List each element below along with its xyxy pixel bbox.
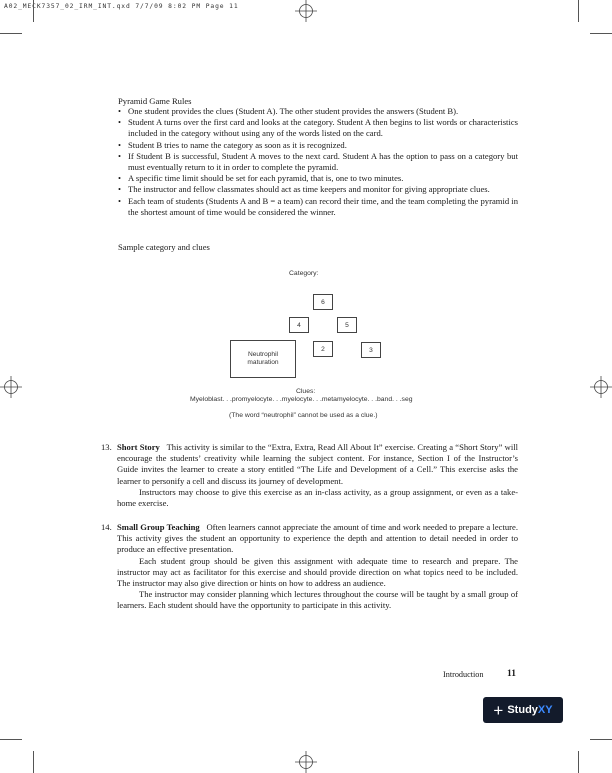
rule-item: • The instructor and fellow classmates should act as time keepers and monitor for giving appropriate clues. — [118, 184, 518, 195]
clues-label: Clues: — [296, 388, 316, 395]
item-body — [117, 522, 518, 612]
item-paragraph: Instructors may choose to give this exercise as an in-class activity, as a group assignment, or even as a take-home exercise. — [117, 486, 518, 509]
crop-mark — [578, 0, 579, 22]
figure-note: (The word “neutrophil” cannot be used as a clue.) — [229, 412, 378, 419]
rule-item: • Student A turns over the first card and looks at the category. Student A then begins to list words or characteristics included in the category without using any of the words listed on the card. — [118, 117, 518, 139]
crop-mark — [590, 33, 612, 34]
registration-mark-icon — [295, 751, 317, 773]
page-number: 11 — [507, 669, 516, 679]
crop-mark — [578, 751, 579, 773]
item-paragraph: Each student group should be given this assignment with adequate time to research and prepare. The instructor may act as facilitator for this exercise and should provide direction on what topics need to be included. The instructor may also give direction or hints on how to address an audience. — [117, 555, 518, 589]
item-number: 14. — [101, 522, 112, 532]
pyramid-box-6: 6 — [313, 294, 333, 310]
studyxy-watermark[interactable] — [483, 697, 563, 723]
answer-line: maturation — [247, 359, 279, 366]
item-title: Small Group Teaching — [117, 522, 200, 532]
plus-icon: + — [493, 700, 504, 720]
footer-section: Introduction — [443, 670, 484, 679]
list-item-13 — [101, 442, 518, 509]
crop-mark — [33, 751, 34, 773]
brand-text: Study — [507, 704, 538, 716]
rule-item: • Student B tries to name the category as soon as it is recognized. — [118, 140, 518, 151]
crop-mark — [33, 0, 34, 22]
list-item-14 — [101, 522, 518, 612]
item-number: 13. — [101, 442, 112, 452]
sample-label: Sample category and clues — [118, 242, 210, 252]
crop-mark — [590, 739, 612, 740]
answer-box — [230, 340, 296, 378]
answer-line: Neutrophil — [247, 351, 279, 358]
print-slug: A02_MECK7357_02_IRM_INT.qxd 7/7/09 8:02 PM Page 11 — [4, 3, 239, 10]
item-paragraph: This activity is similar to the “Extra, Extra, Read All About It” exercise. Creating a “Short Story” will encourage the students’ creativity while learning the subject content. For instance, Section I of the Instructor’s Guide invites the learner to create a story entitled “The Life and Development of a Cell.” This exercise asks the learner to personify a cell and discuss its journey of development. — [117, 442, 519, 486]
clues-text: Myeloblast. . .promyelocyte. . .myelocyte. . .metamyelocyte. . .band. . .seg — [190, 396, 413, 403]
item-paragraph: Often learners cannot appreciate the amount of time and work needed to prepare a lecture. This activity gives the student an opportunity to experience the depth and attention to detail needed in order to produce an effective presentation. — [117, 522, 518, 555]
pyramid-heading: Pyramid Game Rules — [118, 96, 192, 106]
item-body — [117, 442, 518, 509]
pyramid-box-5: 5 — [337, 317, 357, 333]
crop-mark — [0, 739, 22, 740]
rule-item: • One student provides the clues (Student A). The other student provides the answers (Student B). — [118, 106, 518, 117]
registration-mark-icon — [590, 376, 612, 398]
rule-item: • A specific time limit should be set for each pyramid, that is, one to two minutes. — [118, 173, 518, 184]
rule-item: • Each team of students (Students A and B = a team) can record their time, and the team completing the pyramid in the shortest amount of time would be considered the winner. — [118, 196, 518, 218]
category-label: Category: — [289, 270, 319, 277]
rule-item: • If Student B is successful, Student A moves to the next card. Student A has the option to pass on a category but must eventually return to it in order to complete the pyramid. — [118, 151, 518, 173]
pyramid-rules-list — [118, 106, 518, 218]
registration-mark-icon — [0, 376, 22, 398]
crop-mark — [0, 33, 22, 34]
pyramid-box-4: 4 — [289, 317, 309, 333]
pyramid-box-3: 3 — [361, 342, 381, 358]
item-title: Short Story — [117, 442, 160, 452]
pyramid-box-2: 2 — [313, 341, 333, 357]
brand-text-accent: XY — [537, 704, 553, 716]
registration-mark-icon — [295, 0, 317, 22]
item-paragraph: The instructor may consider planning which lectures throughout the course will be taught by a small group of learners. Each student should have the opportunity to participate in this activity. — [117, 589, 518, 611]
